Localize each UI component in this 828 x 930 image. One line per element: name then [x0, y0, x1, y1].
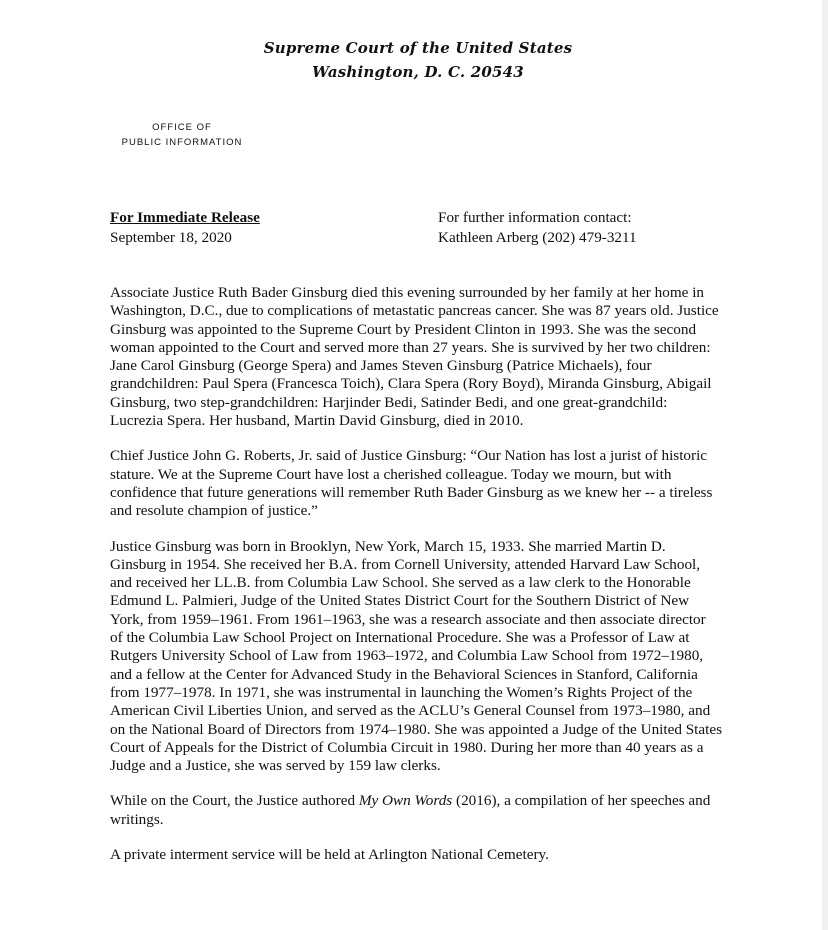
- contact-label: For further information contact:: [438, 209, 632, 226]
- page-edge-shadow: [822, 0, 828, 930]
- release-block: [110, 208, 260, 248]
- paragraph-interment: A private interment service will be held at Arlington National Cemetery.: [110, 846, 549, 864]
- paragraph-chief-justice-statement: Chief Justice John G. Roberts, Jr. said of Justice Ginsburg: “Our Nation has lost a jurist of historic stature. We at the Supreme Court have lost a cherished colleague. Today we mourn, but with confidence that future generations will remember Ruth Bader Ginsburg as we knew her -- a tireless and resolute champion of justice.”: [110, 447, 713, 520]
- office-label-line1: OFFICE OF: [152, 122, 212, 133]
- letterhead-court-name: Supreme Court of the United States: [263, 39, 573, 57]
- release-label: For Immediate Release: [110, 209, 260, 226]
- letterhead: [0, 36, 828, 84]
- authorship-text-end: (2016), a compilation of her speeches and writings.: [110, 792, 711, 828]
- paragraph-death-announcement: Associate Justice Ruth Bader Ginsburg died this evening surrounded by her family at her home in Washington, D.C., due to complications of metastatic pancreas cancer. She was 87 years old. Justice Ginsburg was appointed to the Supreme Court by President Clinton in 1993. She was the second woman appointed to the Court and served more than 27 years. She is survived by her two children: Jane Carol Ginsburg (George Spera) and James Steven Ginsburg (Patrice Michaels), four grandchildren: Paul Spera (Francesca Toich), Clara Spera (Rory Boyd), Miranda Ginsburg, Abigail Ginsburg, two step-grandchildren: Harjinder Bedi, Satinder Bedi, and one great-grandchild: Lucrezia Spera. Her husband, Martin David Ginsburg, died in 2010.: [110, 284, 719, 430]
- book-title: My Own Words: [358, 792, 453, 810]
- letterhead-address: Washington, D. C. 20543: [312, 63, 524, 81]
- office-label-line2: PUBLIC INFORMATION: [121, 137, 243, 148]
- release-date: September 18, 2020: [110, 229, 232, 246]
- contact-block: [438, 208, 637, 248]
- paragraph-authorship: [110, 792, 722, 829]
- contact-name: Kathleen Arberg (202) 479-3211: [438, 229, 637, 246]
- office-label: [112, 120, 252, 150]
- press-release-body: [110, 284, 722, 881]
- paragraph-biography: Justice Ginsburg was born in Brooklyn, New York, March 15, 1933. She married Martin D. Ginsburg in 1954. She received her B.A. from Cornell University, attended Harvard Law School, and received her LL.B. from Columbia Law School. She served as a law clerk to the Honorable Edmund L. Palmieri, Judge of the United States District Court for the Southern District of New York, from 1959–1961. From 1961–1963, she was a research associate and then associate director of the Columbia Law School Project on International Procedure. She was a Professor of Law at Rutgers University School of Law from 1963–1972, and Columbia Law School from 1972–1980, and a fellow at the Center for Advanced Study in the Behavioral Sciences in Stanford, California from 1977–1978. In 1971, she was instrumental in launching the Women’s Rights Project of the American Civil Liberties Union, and served as the ACLU’s General Counsel from 1973–1980, and on the National Board of Directors from 1974–1980. She was appointed a Judge of the United States Court of Appeals for the District of Columbia Circuit in 1980. During her more than 40 years as a Judge and a Justice, she was served by 159 law clerks.: [110, 537, 723, 775]
- authorship-text-start: While on the Court, the Justice authored: [110, 792, 359, 810]
